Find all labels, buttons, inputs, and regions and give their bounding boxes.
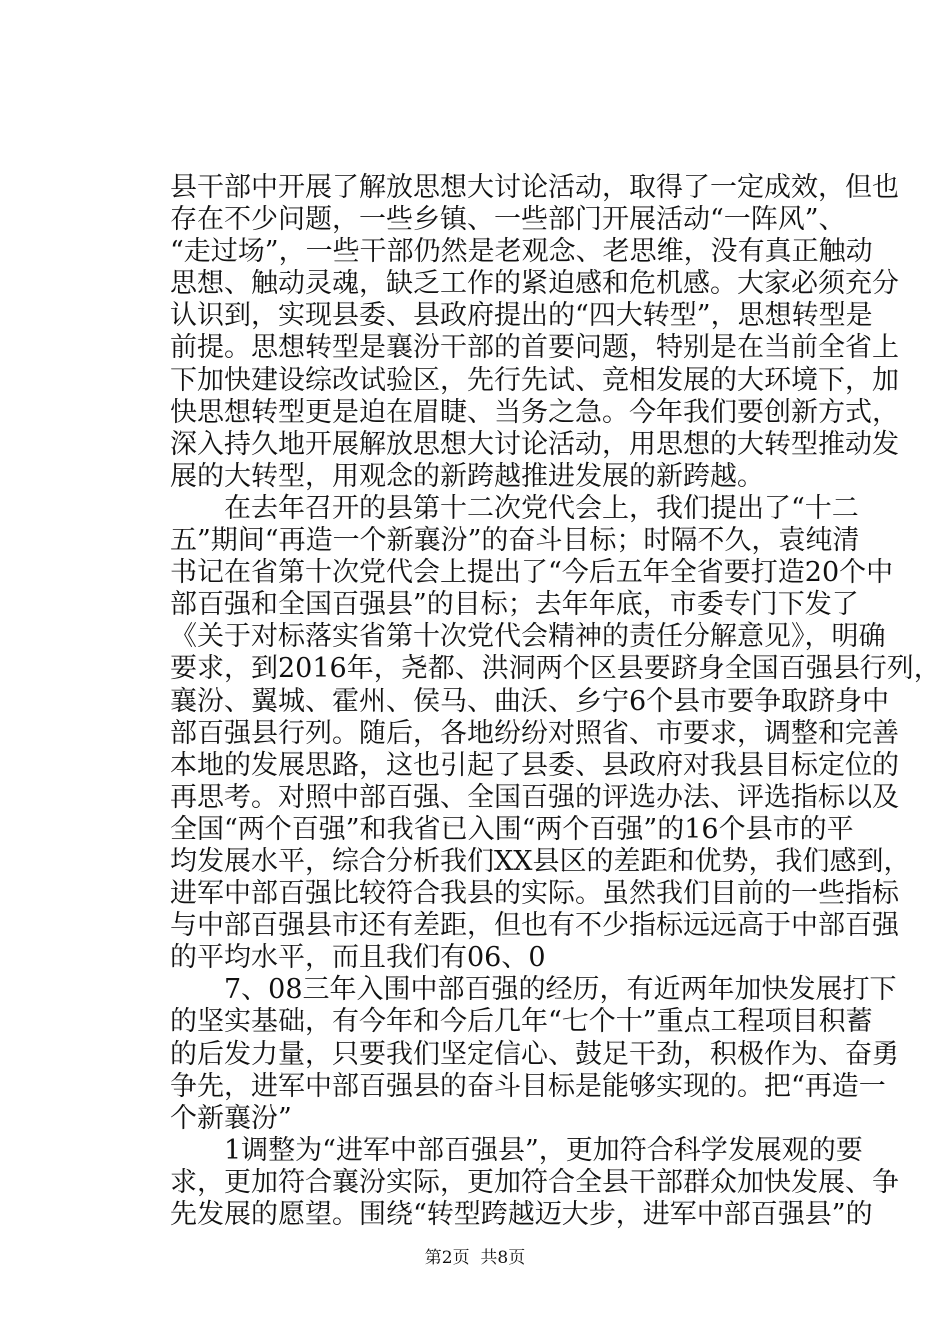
text-line: 前提。思想转型是襄汾干部的首要问题，特别是在当前全省上 bbox=[170, 332, 899, 364]
text-line: 五”期间“再造一个新襄汾”的奋斗目标；时隔不久，袁纯清 bbox=[170, 525, 860, 557]
text-line: 求，更加符合襄汾实际，更加符合全县干部群众加快发展、争 bbox=[170, 1166, 899, 1198]
text-line: 部百强县行列。随后，各地纷纷对照省、市要求，调整和完善 bbox=[170, 717, 899, 749]
page-footer bbox=[0, 1243, 950, 1268]
text-line: 的后发力量，只要我们坚定信心、鼓足干劲，积极作为、奋勇 bbox=[170, 1038, 899, 1070]
text-line: 与中部百强县市还有差距，但也有不少指标远远高于中部百强 bbox=[170, 910, 899, 942]
text-line: 本地的发展思路，这也引起了县委、县政府对我县目标定位的 bbox=[170, 749, 899, 781]
text-line: 均发展水平，综合分析我们XX县区的差距和优势，我们感到， bbox=[170, 845, 911, 877]
text-line: 展的大转型，用观念的新跨越推进发展的新跨越。 bbox=[170, 460, 764, 492]
text-line: 在去年召开的县第十二次党代会上，我们提出了“十二 bbox=[170, 492, 859, 524]
text-line: 全国“两个百强”和我省已入围“两个百强”的16个县市的平 bbox=[170, 813, 854, 845]
text-line: 《关于对标落实省第十次党代会精神的责任分解意见》，明确 bbox=[170, 621, 886, 653]
text-line: 先发展的愿望。围绕“转型跨越迈大步，进军中部百强县”的 bbox=[170, 1199, 873, 1230]
text-line: “走过场”，一些干部仍然是老观念、老思维，没有真正触动 bbox=[170, 236, 873, 268]
text-line: 部百强和全国百强县”的目标；去年年底，市委专门下发了 bbox=[170, 589, 859, 621]
text-line: 的平均水平，而且我们有06、0 bbox=[170, 942, 546, 974]
text-line: 1调整为“进军中部百强县”，更加符合科学发展观的要 bbox=[170, 1134, 863, 1166]
text-line: 县干部中开展了解放思想大讨论活动，取得了一定成效，但也 bbox=[170, 172, 899, 203]
document-body bbox=[170, 172, 941, 1231]
text-line: 思想、触动灵魂，缺乏工作的紧迫感和危机感。大家必须充分 bbox=[170, 268, 899, 300]
text-line: 深入持久地开展解放思想大讨论活动，用思想的大转型推动发 bbox=[170, 428, 899, 460]
text-line: 进军中部百强比较符合我县的实际。虽然我们目前的一些指标 bbox=[170, 878, 899, 910]
text-line: 争先，进军中部百强县的奋斗目标是能够实现的。把“再造一 bbox=[170, 1070, 886, 1102]
text-line: 快思想转型更是迫在眉睫、当务之急。今年我们要创新方式， bbox=[170, 396, 899, 428]
text-line: 的坚实基础，有今年和今后几年“七个十”重点工程项目积蓄 bbox=[170, 1006, 873, 1038]
page-number: 第2页 共8页 bbox=[424, 1248, 526, 1268]
text-line: 认识到，实现县委、县政府提出的“四大转型”，思想转型是 bbox=[170, 300, 873, 332]
text-line: 要求，到2016年，尧都、洪洞两个区县要跻身全国百强县行列， bbox=[170, 653, 941, 685]
text-line: 书记在省第十次党代会上提出了“今后五年全省要打造20个中 bbox=[170, 557, 894, 589]
text-line: 个新襄汾” bbox=[170, 1102, 292, 1134]
text-line: 再思考。对照中部百强、全国百强的评选办法、评选指标以及 bbox=[170, 781, 899, 813]
text-line: 下加快建设综改试验区，先行先试、竞相发展的大环境下，加 bbox=[170, 364, 899, 396]
text-line: 存在不少问题，一些乡镇、一些部门开展活动“一阵风”、 bbox=[170, 204, 846, 236]
text-line: 襄汾、翼城、霍州、侯马、曲沃、乡宁6个县市要争取跻身中 bbox=[170, 685, 890, 717]
text-line: 7、08三年入围中部百强的经历，有近两年加快发展打下 bbox=[170, 974, 897, 1006]
